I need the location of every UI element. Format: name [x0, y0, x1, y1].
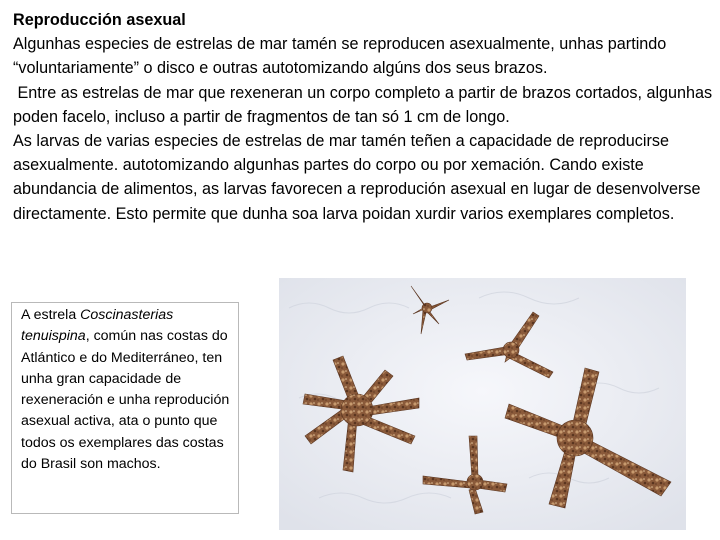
starfish-photo — [279, 278, 686, 530]
heading: Reproducción asexual — [13, 11, 186, 29]
paragraph-3: As larvas de varias especies de estrelas de mar tamén teñen a capacidade de reproducirse asexualmente. autotomizando algunhas partes do corpo ou por xemación. Cando existe abundancia de alimentos, as larvas favorecen a reprodución asexual en lugar de desenvolverse directamente. Esto permite que dunha soa larva poidan xurdir varios exemplares completos. — [13, 132, 701, 223]
caption-prefix: A estrela — [21, 307, 81, 323]
caption-text — [21, 305, 236, 475]
caption-suffix: , común nas costas do Atlántico e do Mediterráneo, ten unha gran capacidade de rexeneración e unha reprodución asexual activa, ata o punto que todos os exemplares das costas do Brasil son machos. — [21, 328, 230, 473]
paragraph-2: Entre as estrelas de mar que rexeneran un corpo completo a partir de brazos cortados, algunhas poden facelo, incluso a partir de fragmentos de tan só 1 cm de longo. — [13, 83, 717, 126]
main-text — [13, 8, 717, 226]
caption-species: Coscinasterias tenuispina — [21, 307, 174, 345]
paragraph-1: Algunhas especies de estrelas de mar tamén se reproducen asexualmente, unhas partindo “voluntariamente” o disco e outras autotomizando algúns dos seus brazos. — [13, 35, 667, 78]
